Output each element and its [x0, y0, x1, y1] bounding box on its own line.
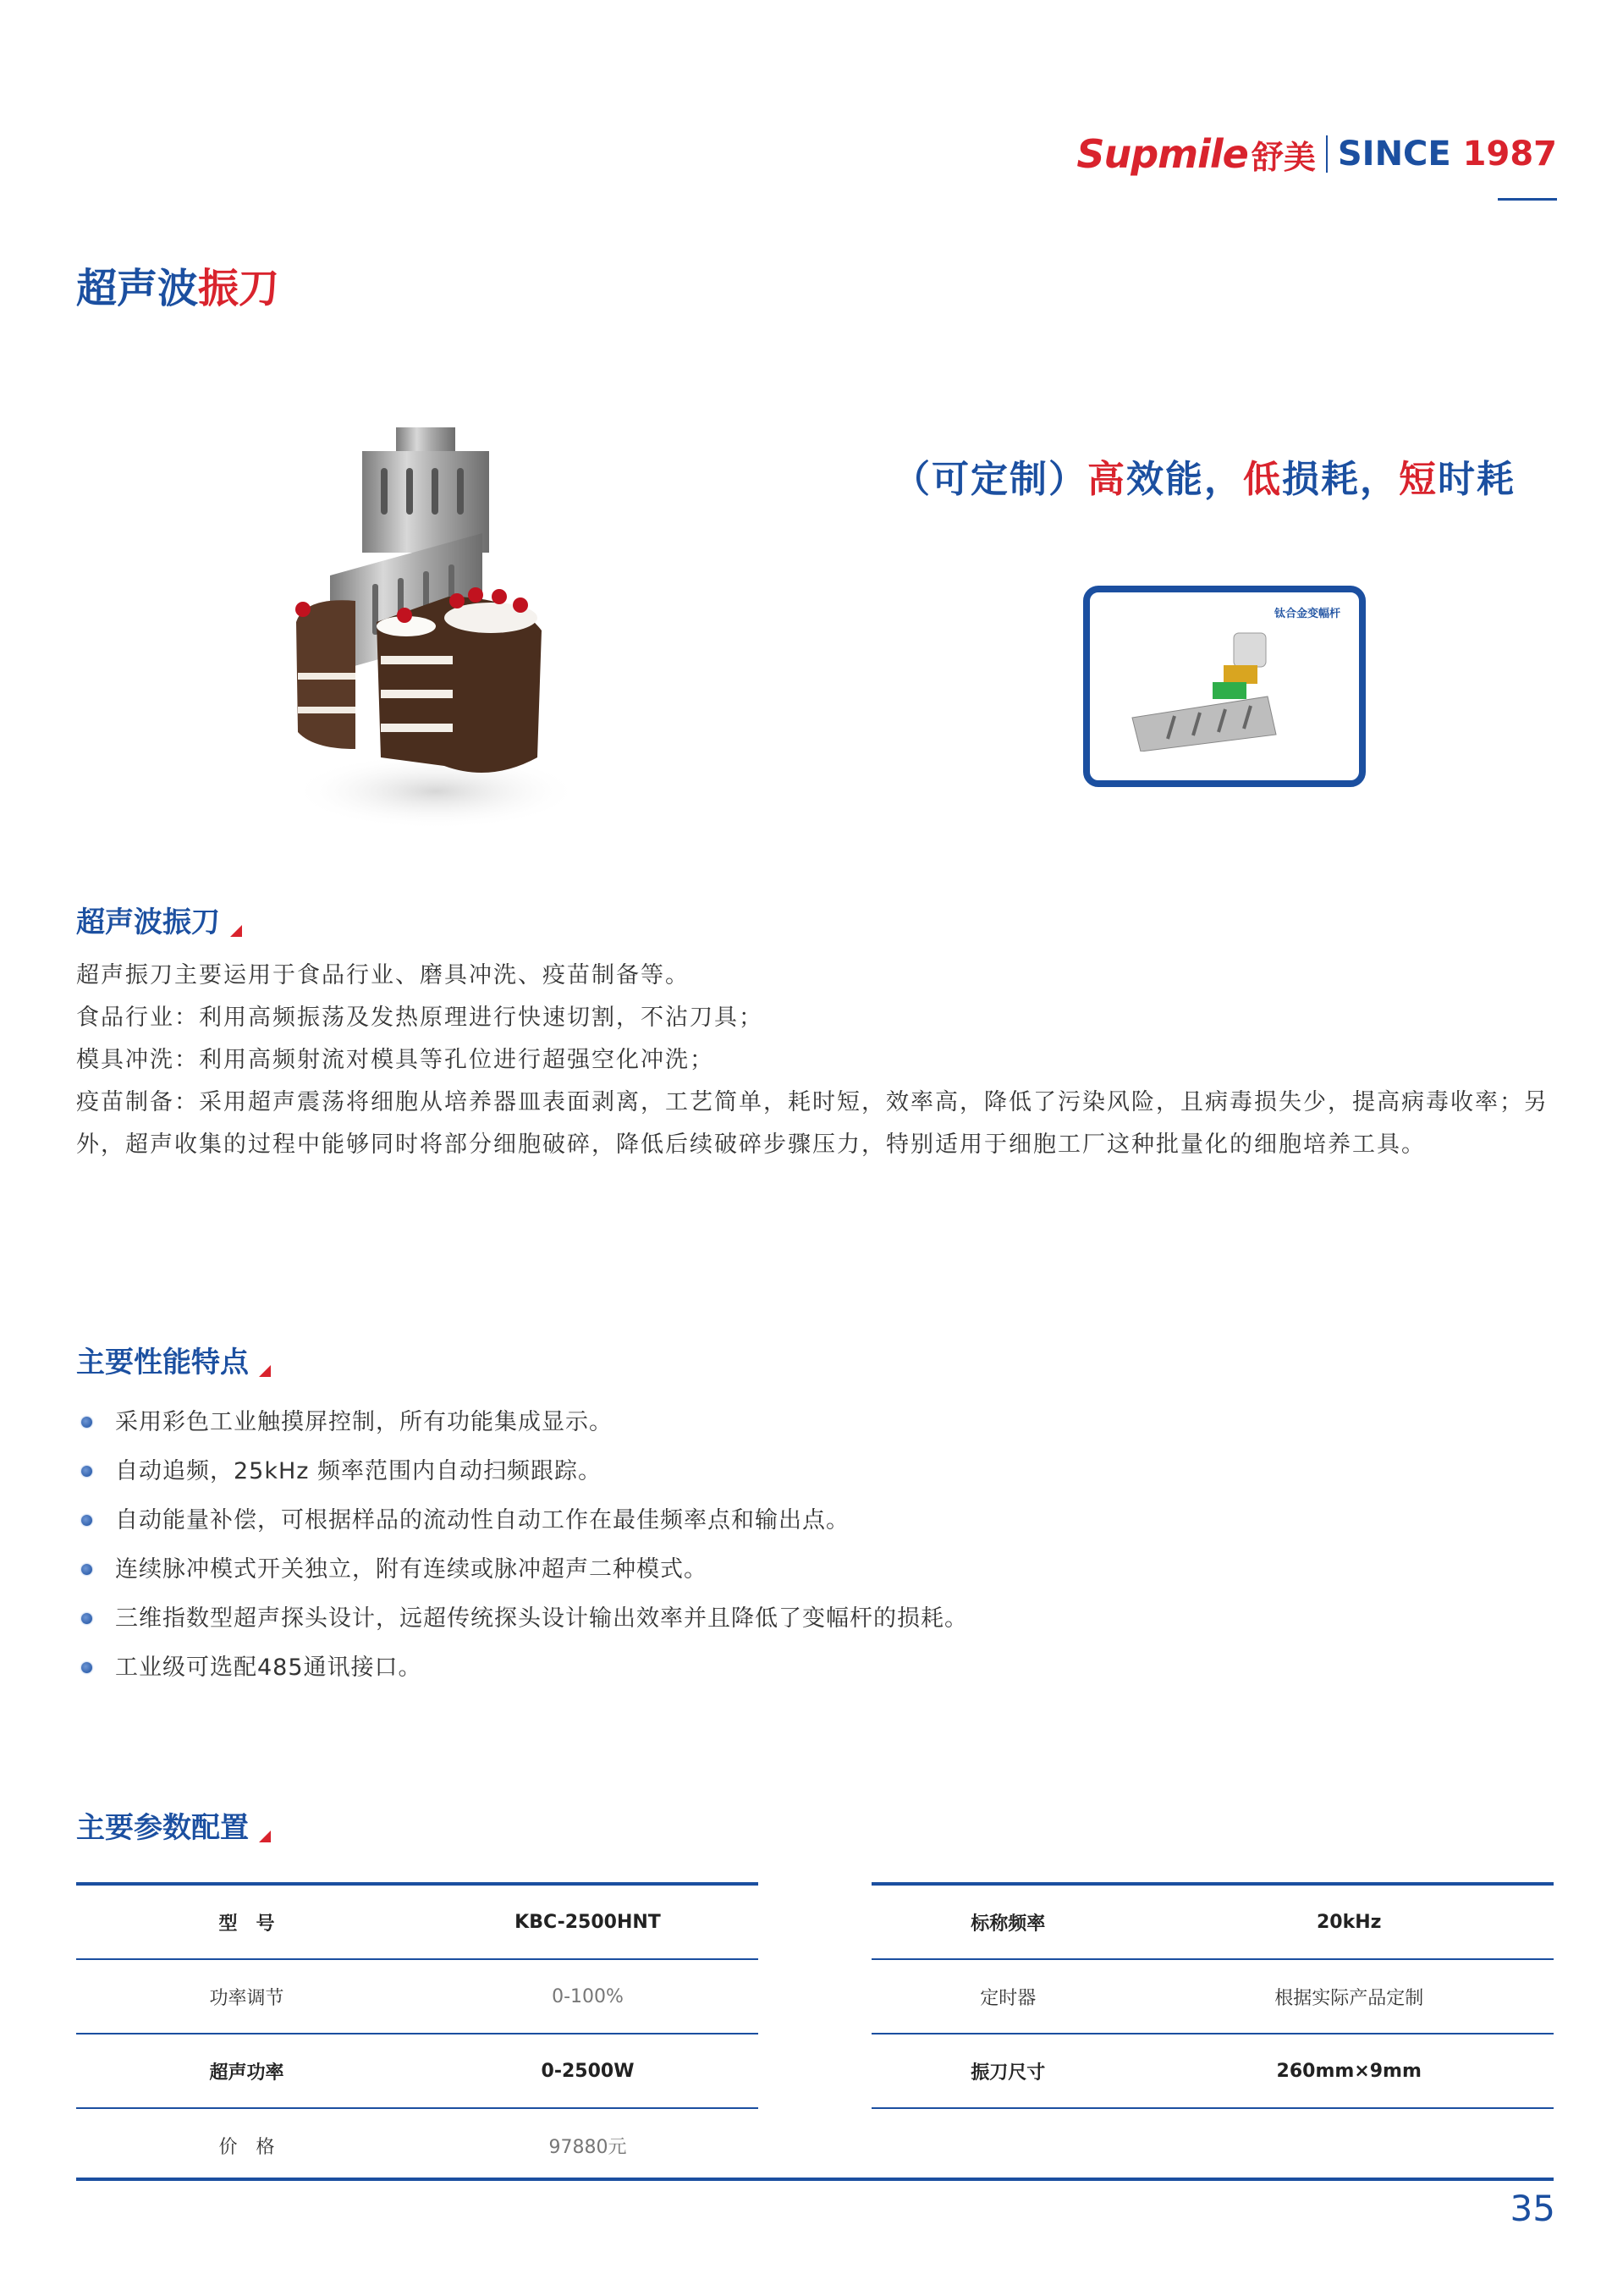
- spec-label: 定时器: [872, 1959, 1144, 2034]
- spec-table-left: [76, 1882, 758, 2182]
- table-row: [76, 1884, 758, 1959]
- feature-item: [76, 1447, 1430, 1496]
- intro-line: 模具冲洗：利用高频射流对模具等孔位进行超强空化冲洗；: [76, 1047, 714, 1073]
- table-row: [76, 2108, 758, 2182]
- bullet-icon: [81, 1515, 92, 1526]
- tagline-w6: 时耗: [1438, 458, 1516, 501]
- feature-item: [76, 1398, 1430, 1447]
- spec-value: 97880元: [548, 2136, 627, 2158]
- brand-latin: Supmile: [1076, 131, 1248, 177]
- spec-value: 260mm×9mm: [1144, 2034, 1554, 2108]
- since-label: SINCE: [1337, 135, 1451, 173]
- brand-logo: [1076, 127, 1557, 181]
- page-title-part1: 超声波: [76, 265, 199, 312]
- spec-label: 标称频率: [872, 1884, 1144, 1959]
- since-text: [1338, 135, 1557, 173]
- brand-divider: [1326, 135, 1328, 173]
- page-title-part2: 振刀: [198, 265, 280, 312]
- spec-label: 型 号: [76, 1884, 417, 1959]
- tagline: [893, 449, 1516, 503]
- tagline-w2: 效能，: [1126, 458, 1243, 501]
- features-heading-text: 主要性能特点: [76, 1346, 249, 1379]
- tagline-open: （可定制）: [893, 458, 1087, 501]
- spec-label: 功率调节: [76, 1959, 417, 2034]
- feature-text: 连续脉冲模式开关独立，附有连续或脉冲超声二种模式。: [115, 1556, 707, 1583]
- table-row: [872, 2034, 1554, 2108]
- table-row: [76, 1959, 758, 2034]
- feature-item: [76, 1545, 1430, 1594]
- bullet-icon: [81, 1613, 92, 1624]
- feature-item: [76, 1594, 1430, 1644]
- horn-illustration: [1124, 625, 1318, 752]
- table-row: [872, 1884, 1554, 1959]
- intro-line: 疫苗制备：采用超声震荡将细胞从培养器皿表面剥离，工艺简单，耗时短，效率高，降低了污染风险，且病毒损失少，提高病毒收率；另外，超声收集的过程中能够同时将部分细胞破碎，降低后续破碎步骤压力，特别适用于细胞工厂这种批量化的细胞培养工具。: [76, 1089, 1549, 1158]
- heading-marker-icon: [259, 1365, 271, 1377]
- heading-marker-icon: [259, 1831, 271, 1842]
- feature-item: [76, 1496, 1430, 1545]
- spec-table-right: [872, 1882, 1554, 2109]
- table-row: [872, 1959, 1554, 2034]
- feature-text: 三维指数型超声探头设计，远超传统探头设计输出效率并且降低了变幅杆的损耗。: [115, 1605, 968, 1632]
- feature-text: 自动追频，25kHz 频率范围内自动扫频跟踪。: [115, 1458, 602, 1484]
- spec-label: 超声功率: [76, 2034, 417, 2108]
- table-row: [76, 2034, 758, 2108]
- product-photo: [279, 427, 592, 851]
- intro-line: 食品行业：利用高频振荡及发热原理进行快速切割，不沾刀具；: [76, 1005, 763, 1031]
- intro-heading-text: 超声波振刀: [76, 906, 220, 939]
- specs-heading-text: 主要参数配置: [76, 1811, 249, 1845]
- features-list: [76, 1398, 1430, 1693]
- tagline-w5: 短: [1399, 458, 1438, 501]
- inset-box: [1083, 586, 1366, 787]
- intro-line: 超声振刀主要运用于食品行业、磨具冲洗、疫苗制备等。: [76, 962, 690, 988]
- tagline-w1: 高: [1087, 458, 1126, 501]
- heading-marker-icon: [230, 925, 242, 937]
- intro-text: [76, 955, 1549, 1166]
- specs-heading: [76, 1804, 271, 1846]
- feature-text: 自动能量补偿，可根据样品的流动性自动工作在最佳频率点和输出点。: [115, 1507, 850, 1533]
- spec-label: 价 格: [218, 2136, 275, 2158]
- bullet-icon: [81, 1417, 92, 1428]
- spec-value: 根据实际产品定制: [1144, 1959, 1554, 2034]
- inset-caption: 钛合金变幅杆: [1274, 608, 1340, 620]
- features-heading: [76, 1339, 271, 1380]
- page-title: [76, 256, 279, 314]
- brand-underline: [1498, 198, 1557, 201]
- bullet-icon: [81, 1564, 92, 1575]
- bullet-icon: [81, 1466, 92, 1477]
- tagline-w3: 低: [1243, 458, 1282, 501]
- bottom-rule: [76, 2178, 1554, 2181]
- feature-text: 采用彩色工业触摸屏控制，所有功能集成显示。: [115, 1409, 613, 1435]
- spec-value: 0-100%: [417, 1959, 758, 2034]
- brand-cn: 舒美: [1251, 138, 1316, 176]
- spec-value: KBC-2500HNT: [417, 1884, 758, 1959]
- intro-heading: [76, 899, 242, 940]
- spec-value: 20kHz: [1144, 1884, 1554, 1959]
- feature-item: [76, 1644, 1430, 1693]
- tagline-w4: 损耗，: [1282, 458, 1399, 501]
- since-year: 1987: [1462, 135, 1557, 173]
- feature-text: 工业级可选配485通讯接口。: [115, 1655, 422, 1681]
- spec-label: 振刀尺寸: [872, 2034, 1144, 2108]
- bullet-icon: [81, 1662, 92, 1673]
- spec-value: 0-2500W: [417, 2034, 758, 2108]
- page-number: 35: [1510, 2188, 1555, 2229]
